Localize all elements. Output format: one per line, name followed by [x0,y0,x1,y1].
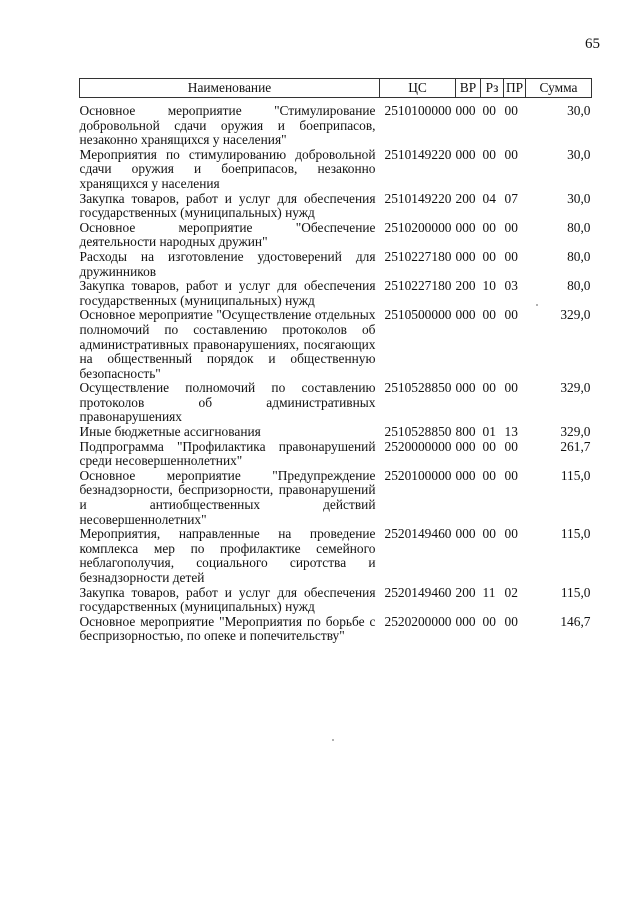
row-cs: 2510100000 [384,103,452,118]
row-rz: 00 [482,613,496,629]
row-vr: 000 [455,526,476,542]
row-vr: 000 [455,248,476,264]
row-sum: 115,0 [560,467,591,483]
row-name: Основное мероприятие "Осуществление отдельных полномочий по составлению протоколов об административных правонарушениях, посягающих на общественный порядок и общественную безопасность" [79,307,376,381]
table-row [80,425,592,440]
row-rz: 00 [482,380,496,396]
row-pr: 00 [504,146,518,162]
row-vr: 200 [455,190,476,206]
table-row [80,279,592,308]
row-sum: 329,0 [560,307,591,323]
table-body [80,98,592,644]
table-row [80,381,592,425]
page-number: 65 [585,36,600,52]
header-pr: ПР [504,79,526,98]
row-name: Основное мероприятие "Стимулирование добровольной сдачи оружия и боеприпасов, незаконно хранящихся у населения" [79,103,376,148]
row-pr: 00 [504,526,518,542]
row-name: Закупка товаров, работ и услуг для обеспечения государственных (муниципальных) нужд [79,584,376,615]
header-vr: ВР [456,79,481,98]
row-pr: 00 [504,219,518,235]
row-pr: 00 [504,103,518,118]
row-sum: 115,0 [560,526,591,542]
row-sum: 146,7 [560,613,591,629]
row-cs: 2520000000 [384,438,452,454]
row-vr: 000 [455,307,476,323]
row-name: Осуществление полномочий по составлению протоколов об административных правонарушениях [79,380,376,425]
row-pr: 00 [504,380,518,396]
row-name: Основное мероприятие "Мероприятия по борьбе с беспризорностью, по опеке и попечительству" [79,613,376,644]
row-cs: 2510528850 [384,380,452,396]
row-rz: 00 [482,438,496,454]
row-vr: 000 [455,467,476,483]
row-sum: 329,0 [560,380,591,396]
row-cs: 2510227180 [384,248,452,264]
table-row [80,250,592,279]
row-vr: 800 [455,424,476,440]
row-name: Расходы на изготовление удостоверений для дружинников [79,248,376,279]
row-vr: 000 [455,380,476,396]
table-row [80,527,592,585]
budget-table [79,78,592,644]
row-name: Основное мероприятие "Обеспечение деятельности народных дружин" [79,219,376,250]
row-rz: 11 [482,584,496,600]
row-cs: 2520100000 [384,467,452,483]
row-name: Мероприятия по стимулированию добровольной сдачи оружия и боеприпасов, незаконно хранящихся у населения [79,146,376,191]
row-sum: 80,0 [567,248,591,264]
row-cs: 2510149220 [384,146,452,162]
row-vr: 200 [455,278,476,294]
row-pr: 00 [504,248,518,264]
row-name: Основное мероприятие "Предупреждение безнадзорности, беспризорности, правонарушений и антиобщественных действий несовершеннолетних" [79,467,376,527]
header-cs: ЦС [380,79,456,98]
row-name: Закупка товаров, работ и услуг для обеспечения государственных (муниципальных) нужд [79,278,376,308]
table-row [80,192,592,221]
row-rz: 00 [482,467,496,483]
row-rz: 01 [482,424,496,440]
row-pr: 00 [504,613,518,629]
row-pr: 03 [504,278,518,294]
header-name: Наименование [80,79,380,98]
row-rz: 10 [482,278,496,294]
row-pr: 07 [504,190,518,206]
row-rz: 04 [482,190,496,206]
header-rz: Рз [481,79,504,98]
row-name: Закупка товаров, работ и услуг для обеспечения государственных (муниципальных) нужд [79,190,376,221]
row-name: Иные бюджетные ассигнования [79,424,261,440]
row-pr: 00 [504,438,518,454]
row-cs: 2510500000 [384,307,452,323]
table-header-row [80,79,592,98]
row-vr: 000 [455,219,476,235]
row-sum: 329,0 [560,424,591,440]
row-vr: 000 [455,146,476,162]
row-cs: 2510200000 [384,219,452,235]
row-cs: 2520149460 [384,584,452,600]
row-vr: 000 [455,103,476,118]
row-vr: 000 [455,438,476,454]
table-row [80,586,592,615]
row-rz: 00 [482,103,496,118]
row-rz: 00 [482,307,496,323]
table-row [80,440,592,469]
table-row [80,308,592,381]
row-name: Подпрограмма "Профилактика правонарушений среди несовершеннолетних" [79,438,376,469]
row-vr: 200 [455,584,476,600]
row-rz: 00 [482,248,496,264]
table-row [80,98,592,148]
row-sum: 80,0 [567,219,591,235]
row-rz: 00 [482,146,496,162]
row-cs: 2510227180 [384,278,452,294]
row-cs: 2510528850 [384,424,452,440]
row-rz: 00 [482,526,496,542]
table-row [80,469,592,527]
row-pr: 00 [504,307,518,323]
row-sum: 80,0 [567,278,591,294]
row-vr: 000 [455,613,476,629]
table-row [80,615,592,644]
scan-speck [536,304,538,306]
row-sum: 30,0 [567,103,591,118]
row-sum: 30,0 [567,190,591,206]
table-row [80,148,592,192]
row-sum: 115,0 [560,584,591,600]
row-cs: 2520200000 [384,613,452,629]
row-rz: 00 [482,219,496,235]
row-name: Мероприятия, направленные на проведение комплекса мер по профилактике семейного неблагополучия, социального сиротства и безнадзорности детей [79,526,376,585]
row-cs: 2520149460 [384,526,452,542]
row-cs: 2510149220 [384,190,452,206]
row-pr: 00 [504,467,518,483]
header-sum: Сумма [526,79,592,98]
row-sum: 261,7 [560,438,591,454]
row-pr: 13 [504,424,518,440]
row-sum: 30,0 [567,146,591,162]
row-pr: 02 [504,584,518,600]
scan-speck [332,739,334,741]
table-row [80,221,592,250]
